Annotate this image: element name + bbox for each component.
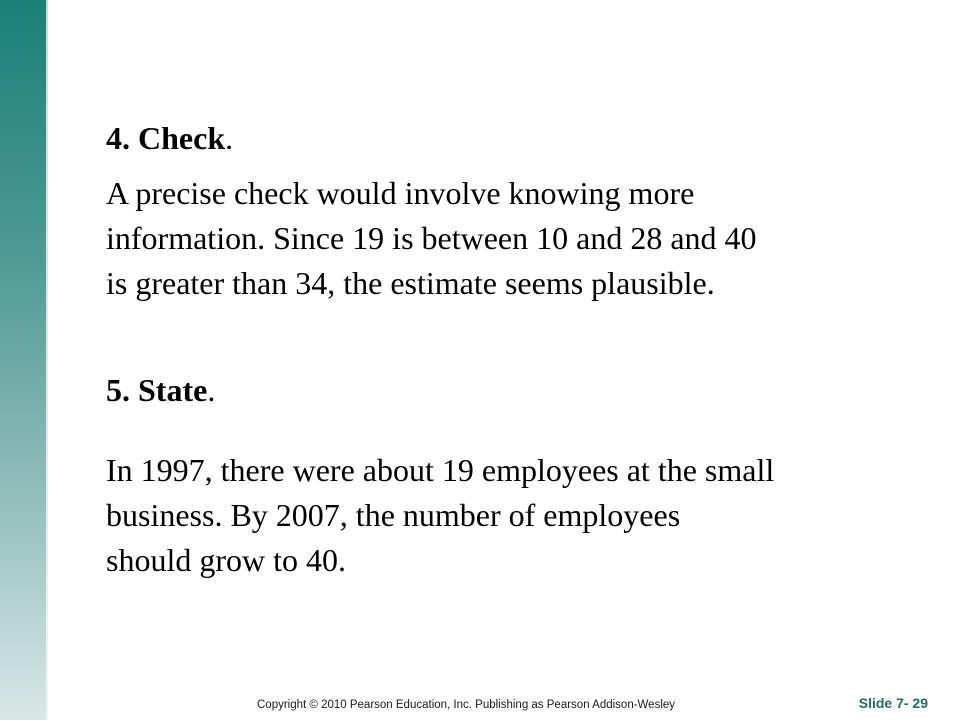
- check-heading-period: .: [225, 120, 234, 156]
- state-paragraph: [106, 448, 774, 583]
- state-heading-period: .: [207, 372, 216, 408]
- footer-copyright: Copyright © 2010 Pearson Education, Inc. Publishing as Pearson Addison-Wesley: [257, 699, 676, 711]
- slide-sidebar-edge: [46, 0, 48, 720]
- state-line: In 1997, there were about 19 employees at the small: [106, 452, 775, 488]
- state-heading-label: 5. State: [106, 372, 208, 408]
- check-heading-label: 4. Check: [106, 120, 226, 156]
- check-line: information. Since 19 is between 10 and 28 and 40: [106, 220, 757, 256]
- slide-sidebar-bar: [0, 0, 46, 720]
- state-line: business. By 2007, the number of employees: [106, 497, 681, 533]
- state-line: should grow to 40.: [106, 542, 346, 578]
- check-paragraph: [106, 171, 757, 306]
- check-heading: [106, 120, 233, 156]
- check-line: A precise check would involve knowing more: [106, 175, 695, 211]
- check-line: is greater than 34, the estimate seems plausible.: [106, 265, 715, 301]
- slide-number: Slide 7- 29: [858, 695, 928, 711]
- state-heading: [106, 372, 215, 408]
